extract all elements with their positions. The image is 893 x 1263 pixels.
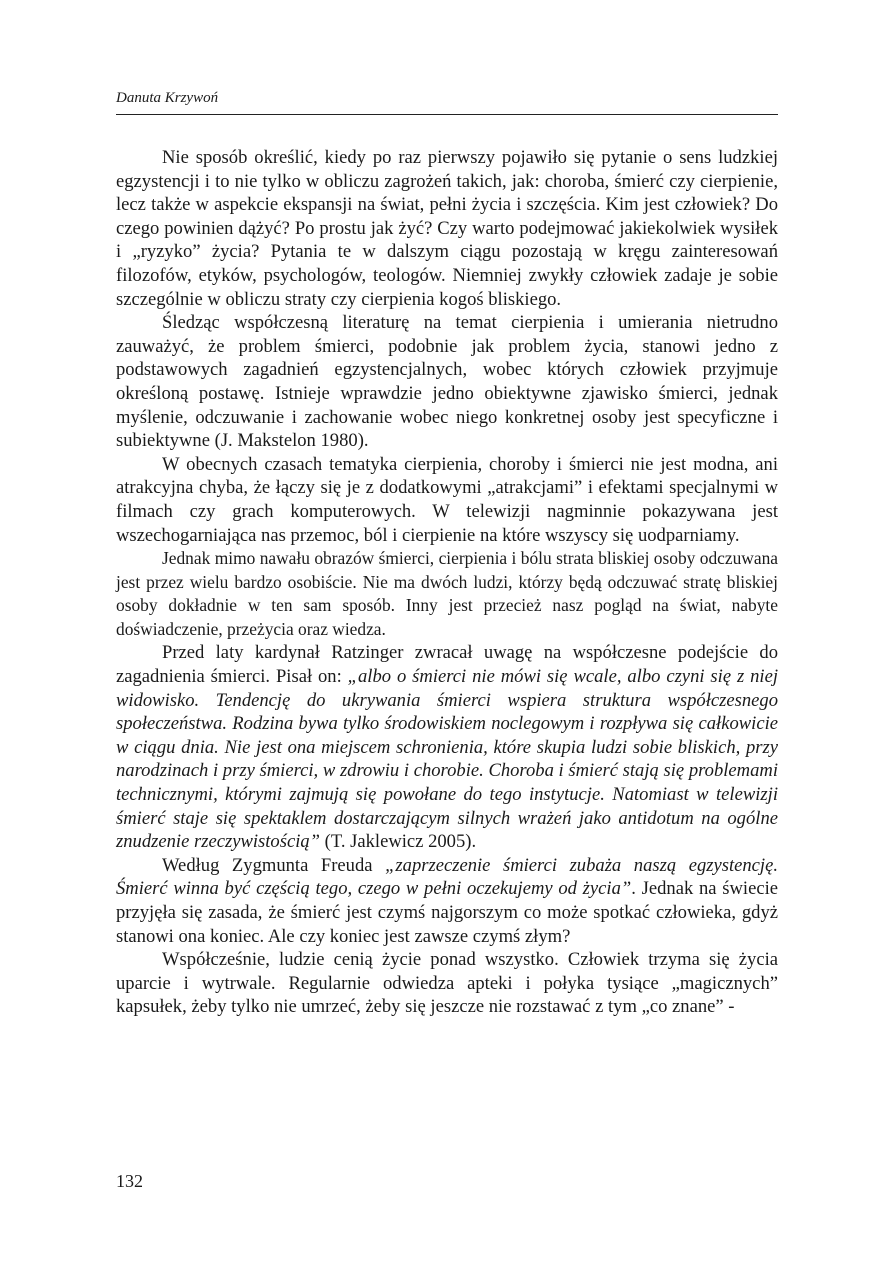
paragraph-lead: Według Zygmunta Freuda bbox=[162, 854, 386, 876]
body-text bbox=[116, 146, 778, 1019]
paragraph: Współcześnie, ludzie cenią życie ponad wszystko. Człowiek trzyma się życia uparcie i wytrwale. Regularnie odwiedza apteki i połyka tysiące „magicznych” kapsułek, żeby tylko nie umrzeć, żeby się jeszcze nie rozstawać z tym „co znane” - bbox=[116, 949, 778, 1018]
paragraph-tail: . Jednak na świecie przyjęła się zasada, że śmierć jest czymś najgorszym co może spotkać człowieka, gdyż stanowi ona koniec. Ale czy koniec jest zawsze czymś złym? bbox=[116, 878, 778, 947]
paragraph-with-quote bbox=[116, 641, 778, 853]
paragraph: Nie sposób określić, kiedy po raz pierwszy pojawiło się pytanie o sens ludzkiej egzystencji i to nie tylko w obliczu zagrożeń takich, jak: choroba, śmierć czy cierpienie, lecz także w aspekcie ekspansji na świat, pełni życia i szczęścia. Kim jest człowiek? Do czego powinien dążyć? Po prostu jak żyć? Czy warto podejmować jakiekolwiek wysiłek i „ryzyko” życia? Pytania te w dalszym ciągu pozostają w kręgu zainteresowań filozofów, etyków, psychologów, teologów. Niemniej zwykły człowiek zadaje je sobie szczególnie w obliczu straty czy cierpienia kogoś bliskiego. bbox=[116, 147, 778, 310]
paragraph-with-quote bbox=[116, 854, 778, 948]
freud-quote: „zaprzeczenie śmierci zubaża naszą egzystencję. Śmierć winna być częścią tego, czego w pełni oczekujemy od życia” bbox=[116, 854, 779, 900]
ratzinger-quote: „albo o śmierci nie mówi się wcale, albo czyni się z niej widowisko. Tendencję do ukrywania śmierci wspiera struktura współczesnego społeczeństwa. Rodzina bywa tylko środowiskiem noclegowym i rozpływa się całkowicie w ciągu dnia. Nie jest ona miejscem schronienia, które skupia ludzi sobie bliskich, przy narodzinach i przy śmierci, w zdrowiu i chorobie. Choroba i śmierć stają się problemami technicznymi, którymi zajmują się powołane do tego instytucje. Natomiast w telewizji śmierć staje się spektaklem dostarczającym silnych wrażeń jako antidotum na ogólne znudzenie rzeczywistością” bbox=[116, 666, 778, 853]
citation: (T. Jaklewicz 2005). bbox=[320, 831, 477, 853]
running-head: Danuta Krzywoń bbox=[116, 88, 778, 115]
paragraph: Śledząc współczesną literaturę na temat cierpienia i umierania nietrudno zauważyć, że problem śmierci, podobnie jak problem życia, stanowi jedno z podstawowych zagadnień egzystencjalnych, wobec których człowiek przyjmuje określoną postawę. Istnieje wprawdzie jedno obiektywne zjawisko śmierci, jednak myślenie, odczuwanie i zachowanie wobec niego konkretnej osoby jest specyficzne i subiektywne (J. Makstelon 1980). bbox=[116, 312, 778, 452]
paragraph: W obecnych czasach tematyka cierpienia, choroby i śmierci nie jest modna, ani atrakcyjna chyba, że łączy się je z dodatkowymi „atrakcjami” i efektami specjalnymi w filmach czy grach komputerowych. W telewizji nagminnie pokazywana jest wszechogarniająca nas przemoc, ból i cierpienie na które wszyscy się uodparniamy. bbox=[116, 453, 778, 546]
paragraph-lead: Przed laty kardynał Ratzinger zwracał uwagę na współczesne podejście do zagadnienia śmierci. Pisał on: bbox=[116, 642, 778, 688]
page-number: 132 bbox=[116, 1171, 143, 1191]
paragraph: Jednak mimo nawału obrazów śmierci, cierpienia i bólu strata bliskiej osoby odczuwana jest przez wielu bardzo osobiście. Nie ma dwóch ludzi, którzy będą odczuwać stratę bliskiej osoby dokładnie w ten sam sposób. Inny jest przecież nasz pogląd na świat, nabyte doświadczenie, przeżycia oraz wiedza. bbox=[116, 548, 778, 639]
